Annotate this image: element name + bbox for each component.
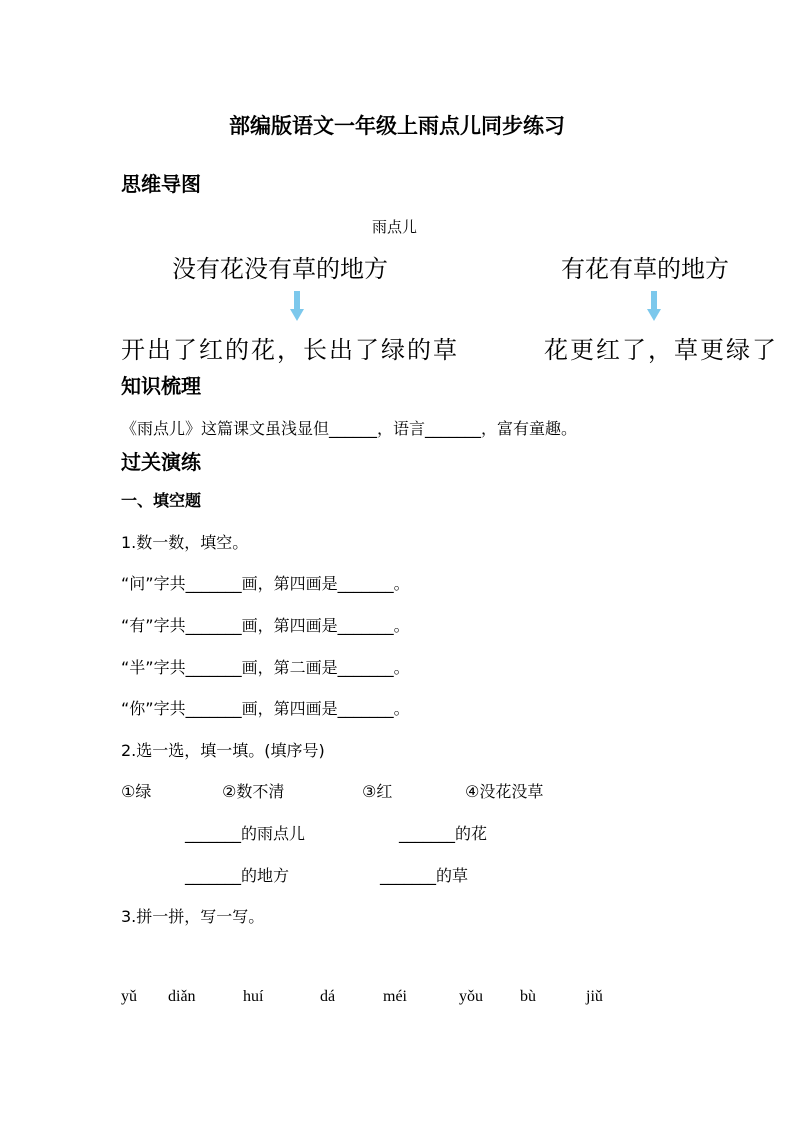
question-1-line: “半”字共_______画，第二画是_______。 bbox=[121, 658, 410, 677]
question-1-prompt: 1.数一数，填空。 bbox=[121, 533, 249, 552]
section-heading: 一、填空题 bbox=[121, 491, 202, 510]
pinyin-syllable: jiǔ bbox=[586, 988, 603, 1005]
knowledge-heading: 知识梳理 bbox=[121, 374, 201, 398]
mindmap-heading: 思维导图 bbox=[121, 172, 201, 196]
question-1-line: “你”字共_______画，第四画是_______。 bbox=[121, 699, 410, 718]
pinyin-syllable: yǔ bbox=[121, 988, 137, 1005]
option-item: ③红 bbox=[362, 782, 393, 801]
pinyin-syllable: diǎn bbox=[168, 988, 196, 1005]
pinyin-syllable: bù bbox=[520, 988, 536, 1005]
pinyin-syllable: méi bbox=[383, 988, 407, 1005]
mindmap-right-result: 花更红了，草更绿了 bbox=[544, 336, 778, 364]
practice-heading: 过关演练 bbox=[121, 450, 201, 474]
mindmap-left-branch: 没有花没有草的地方 bbox=[172, 255, 388, 283]
mindmap-left-result: 开出了红的花，长出了绿的草 bbox=[121, 336, 459, 364]
down-arrow-icon bbox=[290, 291, 304, 321]
knowledge-text: 《雨点儿》这篇课文虽浅显但______，语言_______，富有童趣。 bbox=[121, 419, 578, 438]
question-1-line: “有”字共_______画，第四画是_______。 bbox=[121, 616, 410, 635]
question-3-prompt: 3.拼一拼，写一写。 bbox=[121, 907, 265, 926]
fill-blank: _______的地方 bbox=[185, 866, 290, 885]
option-item: ①绿 bbox=[121, 782, 152, 801]
mindmap-right-branch: 有花有草的地方 bbox=[561, 255, 729, 283]
fill-blank: _______的草 bbox=[380, 866, 469, 885]
page-title: 部编版语文一年级上雨点儿同步练习 bbox=[229, 114, 565, 138]
mindmap-root: 雨点儿 bbox=[372, 218, 418, 236]
pinyin-syllable: huí bbox=[243, 988, 264, 1005]
fill-blank: _______的雨点儿 bbox=[185, 824, 306, 843]
fill-blank: _______的花 bbox=[399, 824, 488, 843]
pinyin-syllable: yǒu bbox=[459, 988, 483, 1005]
pinyin-syllable: dá bbox=[320, 988, 336, 1005]
option-item: ④没花没草 bbox=[465, 782, 544, 801]
question-2-prompt: 2.选一选，填一填。(填序号) bbox=[121, 741, 325, 760]
option-item: ②数不清 bbox=[222, 782, 285, 801]
question-1-line: “问”字共_______画，第四画是_______。 bbox=[121, 574, 410, 593]
down-arrow-icon bbox=[647, 291, 661, 321]
